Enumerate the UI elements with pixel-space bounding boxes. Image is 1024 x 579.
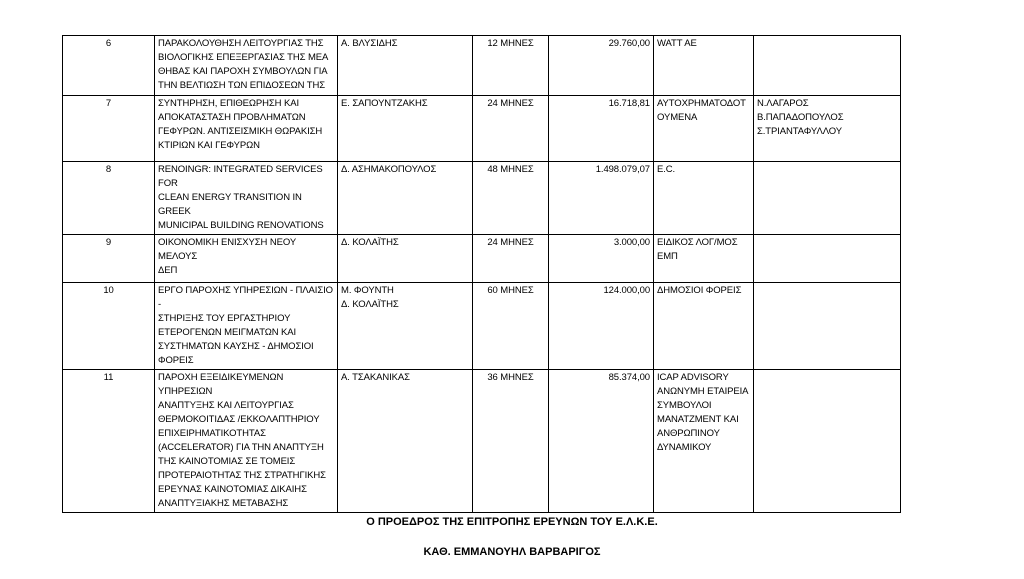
cell-project-title-text: ΟΙΚΟΝΟΜΙΚΗ ΕΝΙΣΧΥΣΗ ΝΕΟΥ ΜΕΛΟΥΣ ΔΕΠ [158, 237, 296, 276]
cell-project-title [155, 235, 338, 283]
cell-number-text: 11 [103, 372, 114, 383]
cell-responsible [338, 96, 473, 162]
cell-project-title-text: ΠΑΡΑΚΟΛΟΥΘΗΣΗ ΛΕΙΤΟΥΡΓΙΑΣ ΤΗΣ ΒΙΟΛΟΓΙΚΗΣ ΕΠΕΞΕΡΓΑΣΙΑΣ ΤΗΣ ΜΕΑ ΘΗΒΑΣ ΚΑΙ ΠΑΡΟΧΗ ΣΥΜΒΟΥΛΩΝ ΓΙΑ ΤΗΝ ΒΕΛΤΙΩΣΗ ΤΩΝ ΕΠΙΔΟΣΕΩΝ ΤΗΣ [158, 38, 329, 91]
cell-funder [654, 36, 754, 96]
cell-duration [473, 235, 549, 283]
cell-responsible-text: Μ. ΦΟΥΝΤΗ Δ. ΚΟΛΑΪΤΗΣ [341, 285, 399, 310]
cell-members [754, 235, 901, 283]
table-row [63, 162, 901, 235]
cell-number-text: 7 [105, 98, 112, 109]
cell-amount-text: 1.498.079,07 [595, 164, 650, 175]
cell-number [63, 36, 155, 96]
cell-responsible [338, 283, 473, 370]
cell-responsible [338, 235, 473, 283]
cell-funder-text: WATT AE [657, 38, 697, 49]
cell-amount-text: 124.000,00 [603, 285, 650, 296]
table-row [63, 283, 901, 370]
signature-name: ΚΑΘ. ΕΜΜΑΝΟΥΗΛ ΒΑΡΒΑΡΙΓΟΣ [423, 546, 601, 558]
cell-number [63, 162, 155, 235]
cell-project-title-text: ΠΑΡΟΧΗ ΕΞΕΙΔΙΚΕΥΜΕΝΩΝ ΥΠΗΡΕΣΙΩΝ ΑΝΑΠΤΥΞΗΣ ΚΑΙ ΛΕΙΤΟΥΡΓΙΑΣ ΘΕΡΜΟΚΟΙΤΙΔΑΣ /ΕΚΚΟΛΑΠΤΗΡΙΟΥ ΕΠΙΧΕΙΡΗΜΑΤΙΚΟΤΗΤΑΣ (ACCELERATOR) ΓΙΑ ΤΗΝ ΑΝΑΠΤΥΞΗ ΤΗΣ ΚΑΙΝΟΤΟΜΙΑΣ ΣΕ ΤΟΜΕΙΣ ΠΡΟΤΕΡΑΙΟΤΗΤΑΣ ΤΗΣ ΣΤΡΑΤΗΓΙΚΗΣ ΕΡΕΥΝΑΣ ΚΑΙΝΟΤΟΜΙΑΣ ΔΙΚΑΙΗΣ ΑΝΑΠΤΥΞΙΑΚΗΣ ΜΕΤΑΒΑΣΗΣ [158, 372, 326, 509]
cell-project-title [155, 96, 338, 162]
cell-responsible-text: Δ. ΑΣΗΜΑΚΟΠΟΥΛΟΣ [341, 164, 437, 175]
cell-responsible [338, 162, 473, 235]
cell-amount [549, 96, 654, 162]
cell-duration-text: 12 ΜΗΝΕΣ [487, 38, 534, 49]
cell-amount-text: 16.718,81 [608, 98, 650, 109]
cell-project-title [155, 283, 338, 370]
cell-number [63, 96, 155, 162]
cell-funder [654, 235, 754, 283]
cell-funder [654, 283, 754, 370]
cell-funder-text: E.C. [657, 164, 676, 175]
cell-funder [654, 162, 754, 235]
cell-responsible-text: Α. ΤΣΑΚΑΝΙΚΑΣ [341, 372, 410, 383]
cell-amount [549, 283, 654, 370]
cell-duration-text: 36 ΜΗΝΕΣ [487, 372, 534, 383]
cell-members [754, 36, 901, 96]
cell-amount-text: 85.374,00 [608, 372, 650, 383]
cell-amount [549, 162, 654, 235]
cell-funder [654, 370, 754, 513]
cell-amount [549, 370, 654, 513]
cell-funder-text: ΕΙΔΙΚΟΣ ΛΟΓ/ΜΟΣ ΕΜΠ [657, 237, 738, 262]
cell-duration [473, 283, 549, 370]
cell-duration [473, 96, 549, 162]
cell-number-text: 9 [105, 237, 112, 248]
cell-funder-text: ΑΥΤΟΧΡΗΜΑΤΟΔΟΤ ΟΥΜΕΝΑ [657, 98, 746, 123]
cell-number-text: 8 [105, 164, 112, 175]
signature-title: Ο ΠΡΟΕΔΡΟΣ ΤΗΣ ΕΠΙΤΡΟΠΗΣ ΕΡΕΥΝΩΝ ΤΟΥ Ε.Λ.Κ.Ε. [366, 516, 658, 528]
cell-amount-text: 29.760,00 [608, 38, 650, 49]
cell-responsible [338, 36, 473, 96]
cell-amount [549, 235, 654, 283]
cell-duration [473, 36, 549, 96]
cell-number [63, 283, 155, 370]
cell-funder [654, 96, 754, 162]
cell-members [754, 370, 901, 513]
cell-responsible [338, 370, 473, 513]
cell-members-text: Ν.ΛΑΓΑΡΟΣ Β.ΠΑΠΑΔΟΠΟΥΛΟΣ Σ.ΤΡΙΑΝΤΑΦΥΛΛΟΥ [757, 98, 844, 137]
cell-project-title-text: ΣΥΝΤΗΡΗΣΗ, ΕΠΙΘΕΩΡΗΣΗ ΚΑΙ ΑΠΟΚΑΤΑΣΤΑΣΗ ΠΡΟΒΛΗΜΑΤΩΝ ΓΕΦΥΡΩΝ. ΑΝΤΙΣΕΙΣΜΙΚΗ ΘΩΡΑΚΙΣΗ ΚΤΙΡΙΩΝ ΚΑΙ ΓΕΦΥΡΩΝ [158, 98, 323, 151]
cell-number-text: 10 [103, 285, 114, 296]
cell-responsible-text: Α. ΒΛΥΣΙΔΗΣ [341, 38, 398, 49]
cell-duration-text: 24 ΜΗΝΕΣ [487, 237, 534, 248]
cell-duration [473, 162, 549, 235]
cell-project-title [155, 36, 338, 96]
cell-members [754, 96, 901, 162]
table-row [63, 370, 901, 513]
cell-responsible-text: Δ. ΚΟΛΑΪΤΗΣ [341, 237, 399, 248]
cell-responsible-text: Ε. ΣΑΠΟΥΝΤΖΑΚΗΣ [341, 98, 428, 109]
cell-project-title-text: ΕΡΓΟ ΠΑΡΟΧΗΣ ΥΠΗΡΕΣΙΩΝ - ΠΛΑΙΣΙΟ - ΣΤΗΡΙΞΗΣ ΤΟΥ ΕΡΓΑΣΤΗΡΙΟΥ ΕΤΕΡΟΓΕΝΩΝ ΜΕΙΓΜΑΤΩΝ ΚΑΙ ΣΥΣΤΗΜΑΤΩΝ ΚΑΥΣΗΣ - ΔΗΜΟΣΙΟΙ ΦΟΡΕΙΣ [158, 285, 333, 366]
cell-duration-text: 48 ΜΗΝΕΣ [487, 164, 534, 175]
cell-number [63, 235, 155, 283]
cell-members [754, 283, 901, 370]
cell-members [754, 162, 901, 235]
cell-amount [549, 36, 654, 96]
cell-number [63, 370, 155, 513]
cell-amount-text: 3.000,00 [613, 237, 650, 248]
cell-project-title-text: RENOINGR: INTEGRATED SERVICES FOR CLEAN ENERGY TRANSITION IN GREEK MUNICIPAL BUILDING RENOVATIONS [158, 164, 324, 231]
table-row [63, 36, 901, 96]
projects-table [62, 35, 901, 513]
cell-duration [473, 370, 549, 513]
cell-project-title [155, 370, 338, 513]
cell-duration-text: 24 ΜΗΝΕΣ [487, 98, 534, 109]
cell-project-title [155, 162, 338, 235]
cell-funder-text: ΔΗΜΟΣΙΟΙ ΦΟΡΕΙΣ [657, 285, 742, 296]
table-row [63, 96, 901, 162]
cell-duration-text: 60 ΜΗΝΕΣ [487, 285, 534, 296]
cell-funder-text: ICAP ADVISORY ΑΝΩΝΥΜΗ ΕΤΑΙΡΕΙΑ ΣΥΜΒΟΥΛΟΙ ΜΑΝΑΤΖΜΕΝΤ ΚΑΙ ΑΝΘΡΩΠΙΝΟΥ ΔΥΝΑΜΙΚΟΥ [657, 372, 749, 453]
table-row [63, 235, 901, 283]
cell-number-text: 6 [105, 38, 112, 49]
